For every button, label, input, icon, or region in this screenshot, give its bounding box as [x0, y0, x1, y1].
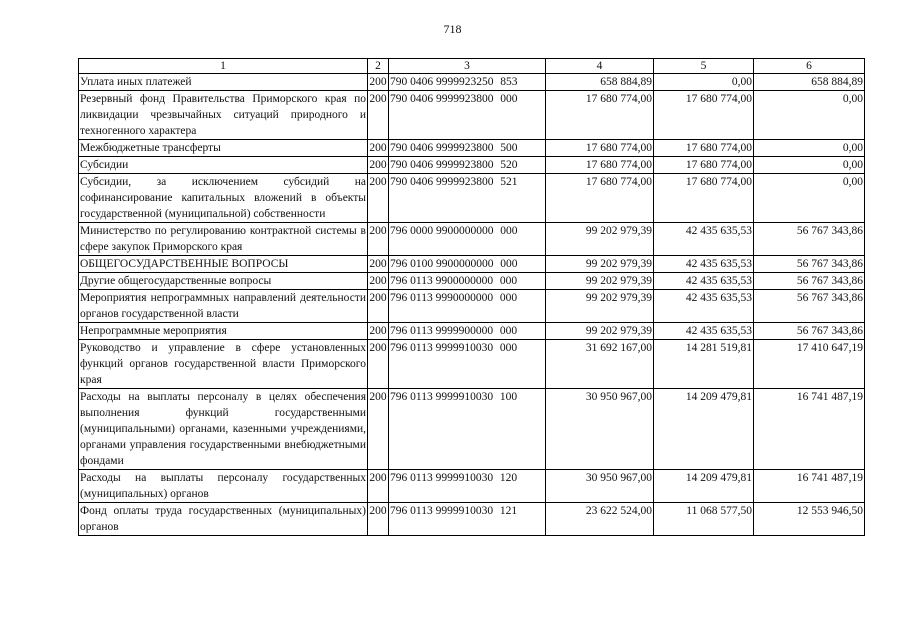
- row-name: Субсидии, за исключением субсидий на софинансирование капитальных вложений в объекты государственной (муниципальной) собственности: [79, 174, 368, 223]
- row-expense-type: 520: [500, 159, 518, 171]
- row-amount-col6: 0,00: [754, 174, 865, 223]
- header-col-3: 3: [389, 59, 546, 74]
- row-amount-col4: 17 680 774,00: [546, 174, 654, 223]
- row-name: Фонд оплаты труда государственных (муниципальных) органов: [79, 503, 368, 536]
- row-expense-type: 000: [499, 342, 518, 354]
- row-amount-col6: 56 767 343,86: [754, 323, 865, 340]
- row-amount-col6: 56 767 343,86: [754, 273, 865, 290]
- row-admin-code: 200: [368, 74, 389, 91]
- row-amount-col6: 0,00: [754, 157, 865, 174]
- row-amount-col4: 99 202 979,39: [546, 256, 654, 273]
- row-admin-code: 200: [368, 470, 389, 503]
- row-name: Межбюджетные трансферты: [79, 140, 368, 157]
- row-budget-code: 796 0113 9999910030: [390, 505, 494, 517]
- row-amount-col6: 56 767 343,86: [754, 256, 865, 273]
- table-row: [79, 389, 865, 470]
- row-budget-code: 796 0113 9999900000: [390, 325, 494, 337]
- row-name: Непрограммные мероприятия: [79, 323, 368, 340]
- row-amount-col4: 17 680 774,00: [546, 91, 654, 140]
- table-row: [79, 470, 865, 503]
- row-amount-col5: 42 435 635,53: [654, 223, 754, 256]
- header-col-1: 1: [79, 59, 368, 74]
- table-row: [79, 91, 865, 140]
- row-admin-code: 200: [368, 273, 389, 290]
- table-row: [79, 157, 865, 174]
- row-expense-type: 000: [500, 258, 518, 270]
- header-col-5: 5: [654, 59, 754, 74]
- table-row: [79, 340, 865, 389]
- row-budget-code: 796 0100 9900000000: [390, 258, 494, 270]
- table-row: [79, 140, 865, 157]
- row-amount-col4: 99 202 979,39: [546, 290, 654, 323]
- row-admin-code: 200: [368, 323, 389, 340]
- table-row: [79, 223, 865, 256]
- row-admin-code: 200: [368, 340, 389, 389]
- row-classification-code: [389, 157, 546, 174]
- table-row: [79, 273, 865, 290]
- row-amount-col6: 56 767 343,86: [754, 223, 865, 256]
- row-expense-type: 000: [500, 93, 518, 105]
- row-classification-code: [389, 290, 546, 323]
- row-admin-code: 200: [368, 91, 389, 140]
- table-row: [79, 290, 865, 323]
- header-col-4: 4: [546, 59, 654, 74]
- row-expense-type: 000: [499, 292, 518, 304]
- row-expense-type: 120: [499, 472, 518, 484]
- row-amount-col4: 17 680 774,00: [546, 157, 654, 174]
- row-amount-col5: 42 435 635,53: [654, 323, 754, 340]
- row-amount-col5: 17 680 774,00: [654, 174, 754, 223]
- row-name: Руководство и управление в сфере установленных функций органов государственной власти Приморского края: [79, 340, 368, 389]
- row-amount-col4: 99 202 979,39: [546, 273, 654, 290]
- row-amount-col5: 14 209 479,81: [654, 470, 754, 503]
- row-classification-code: [389, 470, 546, 503]
- row-admin-code: 200: [368, 290, 389, 323]
- row-amount-col5: 42 435 635,53: [654, 290, 754, 323]
- row-expense-type: 000: [499, 275, 518, 287]
- row-budget-code: 796 0000 9900000000: [390, 225, 494, 237]
- row-expense-type: 000: [500, 225, 518, 237]
- row-admin-code: 200: [368, 157, 389, 174]
- row-amount-col4: 31 692 167,00: [546, 340, 654, 389]
- row-classification-code: [389, 91, 546, 140]
- row-amount-col6: 0,00: [754, 91, 865, 140]
- row-amount-col4: 30 950 967,00: [546, 470, 654, 503]
- page-number: 718: [443, 22, 462, 36]
- row-classification-code: [389, 174, 546, 223]
- row-classification-code: [389, 340, 546, 389]
- row-budget-code: 796 0113 9900000000: [390, 275, 494, 287]
- row-amount-col4: 658 884,89: [546, 74, 654, 91]
- row-name: Расходы на выплаты персоналу в целях обеспечения выполнения функций государственными (муниципальными) органами, казенными учреждениями, органами управления государственными внебюджетными фондами: [79, 389, 368, 470]
- row-admin-code: 200: [368, 389, 389, 470]
- table-row: [79, 74, 865, 91]
- row-budget-code: 796 0113 9999910030: [390, 472, 494, 484]
- row-budget-code: 796 0113 9999910030: [390, 342, 494, 354]
- row-amount-col5: 14 281 519,81: [654, 340, 754, 389]
- row-budget-code: 790 0406 9999923800: [390, 176, 494, 188]
- row-expense-type: 853: [500, 76, 518, 88]
- header-col-6: 6: [754, 59, 865, 74]
- row-amount-col4: 30 950 967,00: [546, 389, 654, 470]
- row-classification-code: [389, 140, 546, 157]
- row-amount-col4: 17 680 774,00: [546, 140, 654, 157]
- table-row: [79, 256, 865, 273]
- table-row: [79, 503, 865, 536]
- row-budget-code: 790 0406 9999923800: [390, 93, 494, 105]
- row-name: Резервный фонд Правительства Приморского края по ликвидации чрезвычайных ситуаций природного и техногенного характера: [79, 91, 368, 140]
- row-name: ОБЩЕГОСУДАРСТВЕННЫЕ ВОПРОСЫ: [79, 256, 368, 273]
- row-amount-col4: 99 202 979,39: [546, 323, 654, 340]
- row-expense-type: 500: [500, 142, 518, 154]
- table-row: [79, 323, 865, 340]
- row-amount-col6: 658 884,89: [754, 74, 865, 91]
- row-amount-col6: 12 553 946,50: [754, 503, 865, 536]
- row-name: Другие общегосударственные вопросы: [79, 273, 368, 290]
- row-amount-col5: 17 680 774,00: [654, 157, 754, 174]
- row-amount-col6: 16 741 487,19: [754, 389, 865, 470]
- table-row: [79, 174, 865, 223]
- row-name: Субсидии: [79, 157, 368, 174]
- row-budget-code: 790 0406 9999923800: [390, 142, 494, 154]
- row-amount-col5: 0,00: [654, 74, 754, 91]
- row-amount-col4: 23 622 524,00: [546, 503, 654, 536]
- row-amount-col5: 14 209 479,81: [654, 389, 754, 470]
- row-amount-col5: 11 068 577,50: [654, 503, 754, 536]
- row-amount-col6: 17 410 647,19: [754, 340, 865, 389]
- row-admin-code: 200: [368, 140, 389, 157]
- row-classification-code: [389, 256, 546, 273]
- row-amount-col5: 42 435 635,53: [654, 273, 754, 290]
- budget-table: [78, 58, 865, 536]
- row-name: Уплата иных платежей: [79, 74, 368, 91]
- row-name: Расходы на выплаты персоналу государственных (муниципальных) органов: [79, 470, 368, 503]
- row-classification-code: [389, 273, 546, 290]
- row-admin-code: 200: [368, 503, 389, 536]
- row-amount-col5: 42 435 635,53: [654, 256, 754, 273]
- row-admin-code: 200: [368, 174, 389, 223]
- row-admin-code: 200: [368, 256, 389, 273]
- row-amount-col6: 16 741 487,19: [754, 470, 865, 503]
- row-classification-code: [389, 223, 546, 256]
- row-classification-code: [389, 323, 546, 340]
- row-amount-col5: 17 680 774,00: [654, 140, 754, 157]
- row-amount-col5: 17 680 774,00: [654, 91, 754, 140]
- row-budget-code: 790 0406 9999923250: [390, 76, 494, 88]
- row-expense-type: 521: [500, 176, 518, 188]
- row-name: Министерство по регулированию контрактной системы в сфере закупок Приморского края: [79, 223, 368, 256]
- row-amount-col4: 99 202 979,39: [546, 223, 654, 256]
- row-amount-col6: 56 767 343,86: [754, 290, 865, 323]
- row-classification-code: [389, 389, 546, 470]
- header-row: [79, 59, 865, 74]
- row-expense-type: 121: [499, 505, 518, 517]
- row-expense-type: 100: [499, 391, 518, 403]
- row-expense-type: 000: [499, 325, 518, 337]
- row-budget-code: 790 0406 9999923800: [390, 159, 494, 171]
- header-col-2: 2: [368, 59, 389, 74]
- row-classification-code: [389, 74, 546, 91]
- row-amount-col6: 0,00: [754, 140, 865, 157]
- row-admin-code: 200: [368, 223, 389, 256]
- row-budget-code: 796 0113 9999910030: [390, 391, 494, 403]
- row-name: Мероприятия непрограммных направлений деятельности органов государственной власти: [79, 290, 368, 323]
- row-classification-code: [389, 503, 546, 536]
- row-budget-code: 796 0113 9990000000: [390, 292, 494, 304]
